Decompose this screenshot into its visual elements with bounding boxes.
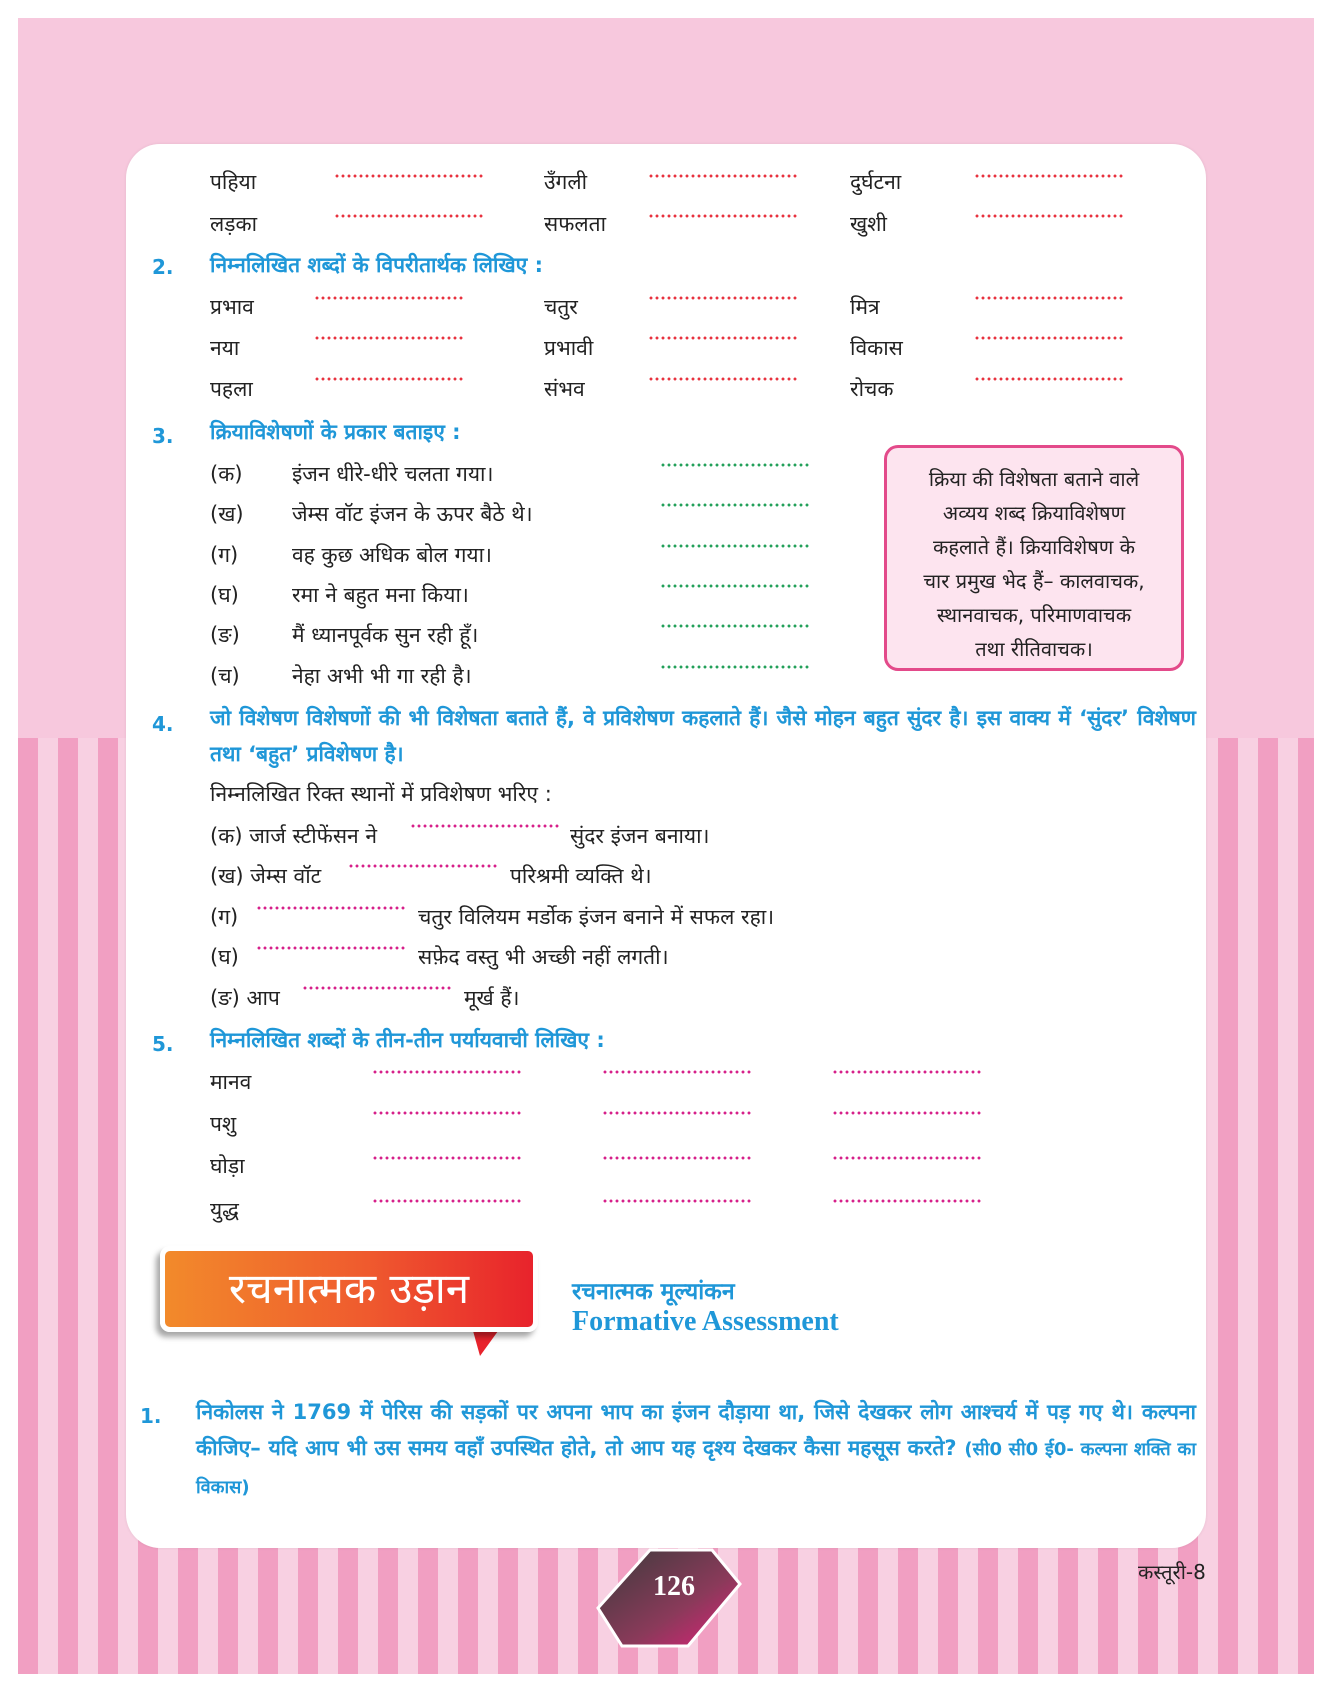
instruction: निम्नलिखित रिक्त स्थानों में प्रविशेषण भरिए : <box>210 782 552 806</box>
answer-blank[interactable] <box>648 296 798 300</box>
fill-suffix: मूर्ख हैं। <box>464 986 520 1010</box>
word: घोड़ा <box>210 1154 245 1178</box>
answer-blank[interactable] <box>334 214 484 218</box>
item-label: (क) <box>210 462 243 486</box>
word: नया <box>210 336 240 360</box>
answer-blank[interactable] <box>974 296 1124 300</box>
word: मानव <box>210 1070 252 1094</box>
item-label: (घ) <box>210 583 239 607</box>
note-line: अव्यय शब्द क्रियाविशेषण <box>942 501 1126 525</box>
fill-suffix: सुंदर इंजन बनाया। <box>570 824 710 848</box>
answer-blank[interactable] <box>256 946 406 950</box>
answer-blank[interactable] <box>832 1070 982 1074</box>
word: पशु <box>210 1112 237 1136</box>
question-heading: निम्नलिखित शब्दों के तीन-तीन पर्यायवाची लिखिए : <box>210 1028 605 1052</box>
answer-blank[interactable] <box>660 624 810 628</box>
fill-prefix: (ग) <box>210 905 239 929</box>
answer-blank[interactable] <box>660 503 810 507</box>
fill-suffix: चतुर विलियम मर्डोक इंजन बनाने में सफल रहा। <box>418 905 775 929</box>
question-number: 3. <box>152 424 174 448</box>
answer-blank[interactable] <box>302 986 452 990</box>
question-number: 2. <box>152 255 174 279</box>
word: दुर्घटना <box>850 170 902 194</box>
answer-blank[interactable] <box>832 1199 982 1203</box>
item-label: (ङ) <box>210 623 240 647</box>
item-label: (ग) <box>210 543 239 567</box>
note-line: कहलाते हैं। क्रियाविशेषण के <box>933 535 1135 559</box>
question-paragraph: जो विशेषण विशेषणों की भी विशेषता बताते हैं, वे प्रविशेषण कहलाते हैं। जैसे मोहन बहुत सुंदर है। इस वाक्य में ‘सुंदर’ विशेषण तथा ‘बहुत’ प्रविशेषण है। <box>210 706 1196 766</box>
word: युद्ध <box>210 1198 239 1222</box>
word: मित्र <box>850 295 880 319</box>
answer-blank[interactable] <box>314 296 464 300</box>
answer-blank[interactable] <box>974 174 1124 178</box>
word: प्रभाव <box>210 295 254 319</box>
answer-blank[interactable] <box>974 214 1124 218</box>
answer-blank[interactable] <box>974 377 1124 381</box>
question-heading: निम्नलिखित शब्दों के विपरीतार्थक लिखिए : <box>210 253 543 277</box>
word: रोचक <box>850 377 894 401</box>
answer-blank[interactable] <box>974 336 1124 340</box>
answer-blank[interactable] <box>602 1070 752 1074</box>
answer-blank[interactable] <box>372 1111 522 1115</box>
word: प्रभावी <box>544 336 594 360</box>
fill-prefix: (ख) जेम्स वॉट <box>210 864 322 888</box>
answer-blank[interactable] <box>314 377 464 381</box>
answer-blank[interactable] <box>372 1070 522 1074</box>
answer-blank[interactable] <box>256 906 406 910</box>
word: लड़का <box>210 212 258 236</box>
word: विकास <box>850 336 903 360</box>
sentence: रमा ने बहुत मना किया। <box>292 583 469 607</box>
word: पहला <box>210 377 253 401</box>
answer-blank[interactable] <box>372 1199 522 1203</box>
question-paragraph <box>196 1394 1196 1506</box>
item-label: (ख) <box>210 502 244 526</box>
word: संभव <box>544 377 585 401</box>
question-number: 4. <box>152 712 174 736</box>
answer-blank[interactable] <box>334 174 484 178</box>
word: खुशी <box>850 212 887 236</box>
page-number: 126 <box>653 1571 695 1602</box>
note-line: चार प्रमुख भेद हैं– कालवाचक, <box>923 569 1145 593</box>
subtitle-english: Formative Assessment <box>572 1306 839 1337</box>
answer-blank[interactable] <box>314 336 464 340</box>
word: सफलता <box>544 212 607 236</box>
banner-title: रचनात्मक उड़ान <box>228 1264 470 1313</box>
answer-blank[interactable] <box>348 864 498 868</box>
answer-blank[interactable] <box>660 584 810 588</box>
word: उँगली <box>544 170 588 194</box>
fill-prefix: (घ) <box>210 945 239 969</box>
answer-blank[interactable] <box>832 1111 982 1115</box>
answer-blank[interactable] <box>648 336 798 340</box>
item-label: (च) <box>210 664 240 688</box>
answer-blank[interactable] <box>602 1199 752 1203</box>
info-note <box>884 445 1184 671</box>
sentence: मैं ध्यानपूर्वक सुन रही हूँ। <box>292 623 479 647</box>
answer-blank[interactable] <box>832 1156 982 1160</box>
answer-blank[interactable] <box>660 463 810 467</box>
subtitle-hindi: रचनात्मक मूल्यांकन <box>572 1279 735 1305</box>
fill-prefix: (ङ) आप <box>210 986 280 1010</box>
sentence: वह कुछ अधिक बोल गया। <box>292 543 492 567</box>
answer-blank[interactable] <box>660 665 810 669</box>
note-line: क्रिया की विशेषता बताने वाले <box>928 467 1140 491</box>
section-banner <box>160 1246 538 1332</box>
question-heading: क्रियाविशेषणों के प्रकार बताइए : <box>210 420 461 444</box>
page-number-badge <box>592 1548 742 1648</box>
sentence: नेहा अभी भी गा रही है। <box>292 664 472 688</box>
answer-blank[interactable] <box>648 377 798 381</box>
fill-suffix: सफ़ेद वस्तु भी अच्छी नहीं लगती। <box>418 945 669 969</box>
word: चतुर <box>544 295 578 319</box>
note-line: तथा रीतिवाचक। <box>975 637 1093 661</box>
question-number: 5. <box>152 1032 174 1056</box>
fill-suffix: परिश्रमी व्यक्ति थे। <box>510 864 652 888</box>
sentence: इंजन धीरे-धीरे चलता गया। <box>292 462 494 486</box>
note-line: स्थानवाचक, परिमाणवाचक <box>936 603 1132 627</box>
answer-blank[interactable] <box>648 214 798 218</box>
word: पहिया <box>210 170 257 194</box>
answer-blank[interactable] <box>372 1156 522 1160</box>
sentence: जेम्स वॉट इंजन के ऊपर बैठे थे। <box>292 502 533 526</box>
answer-blank[interactable] <box>602 1156 752 1160</box>
book-title: कस्तूरी-8 <box>1138 1560 1206 1584</box>
question-tag: (सी0 सी0 ई0- कल्पना शक्ति का विकास) <box>196 1439 1196 1498</box>
answer-blank[interactable] <box>660 544 810 548</box>
answer-blank[interactable] <box>648 174 798 178</box>
answer-blank[interactable] <box>602 1111 752 1115</box>
question-number: 1. <box>140 1404 162 1428</box>
answer-blank[interactable] <box>410 824 560 828</box>
question-text: निकोलस ने 1769 में पेरिस की सड़कों पर अपना भाप का इंजन दौड़ाया था, जिसे देखकर लोग आश्चर्य में पड़ गए थे। कल्पना कीजिए– यदि आप भी उस समय वहाँ उपस्थित होते, तो आप यह दृश्य देखकर कैसा महसूस करते? <box>196 1400 1196 1460</box>
fill-prefix: (क) जार्ज स्टीफेंसन ने <box>210 824 378 848</box>
